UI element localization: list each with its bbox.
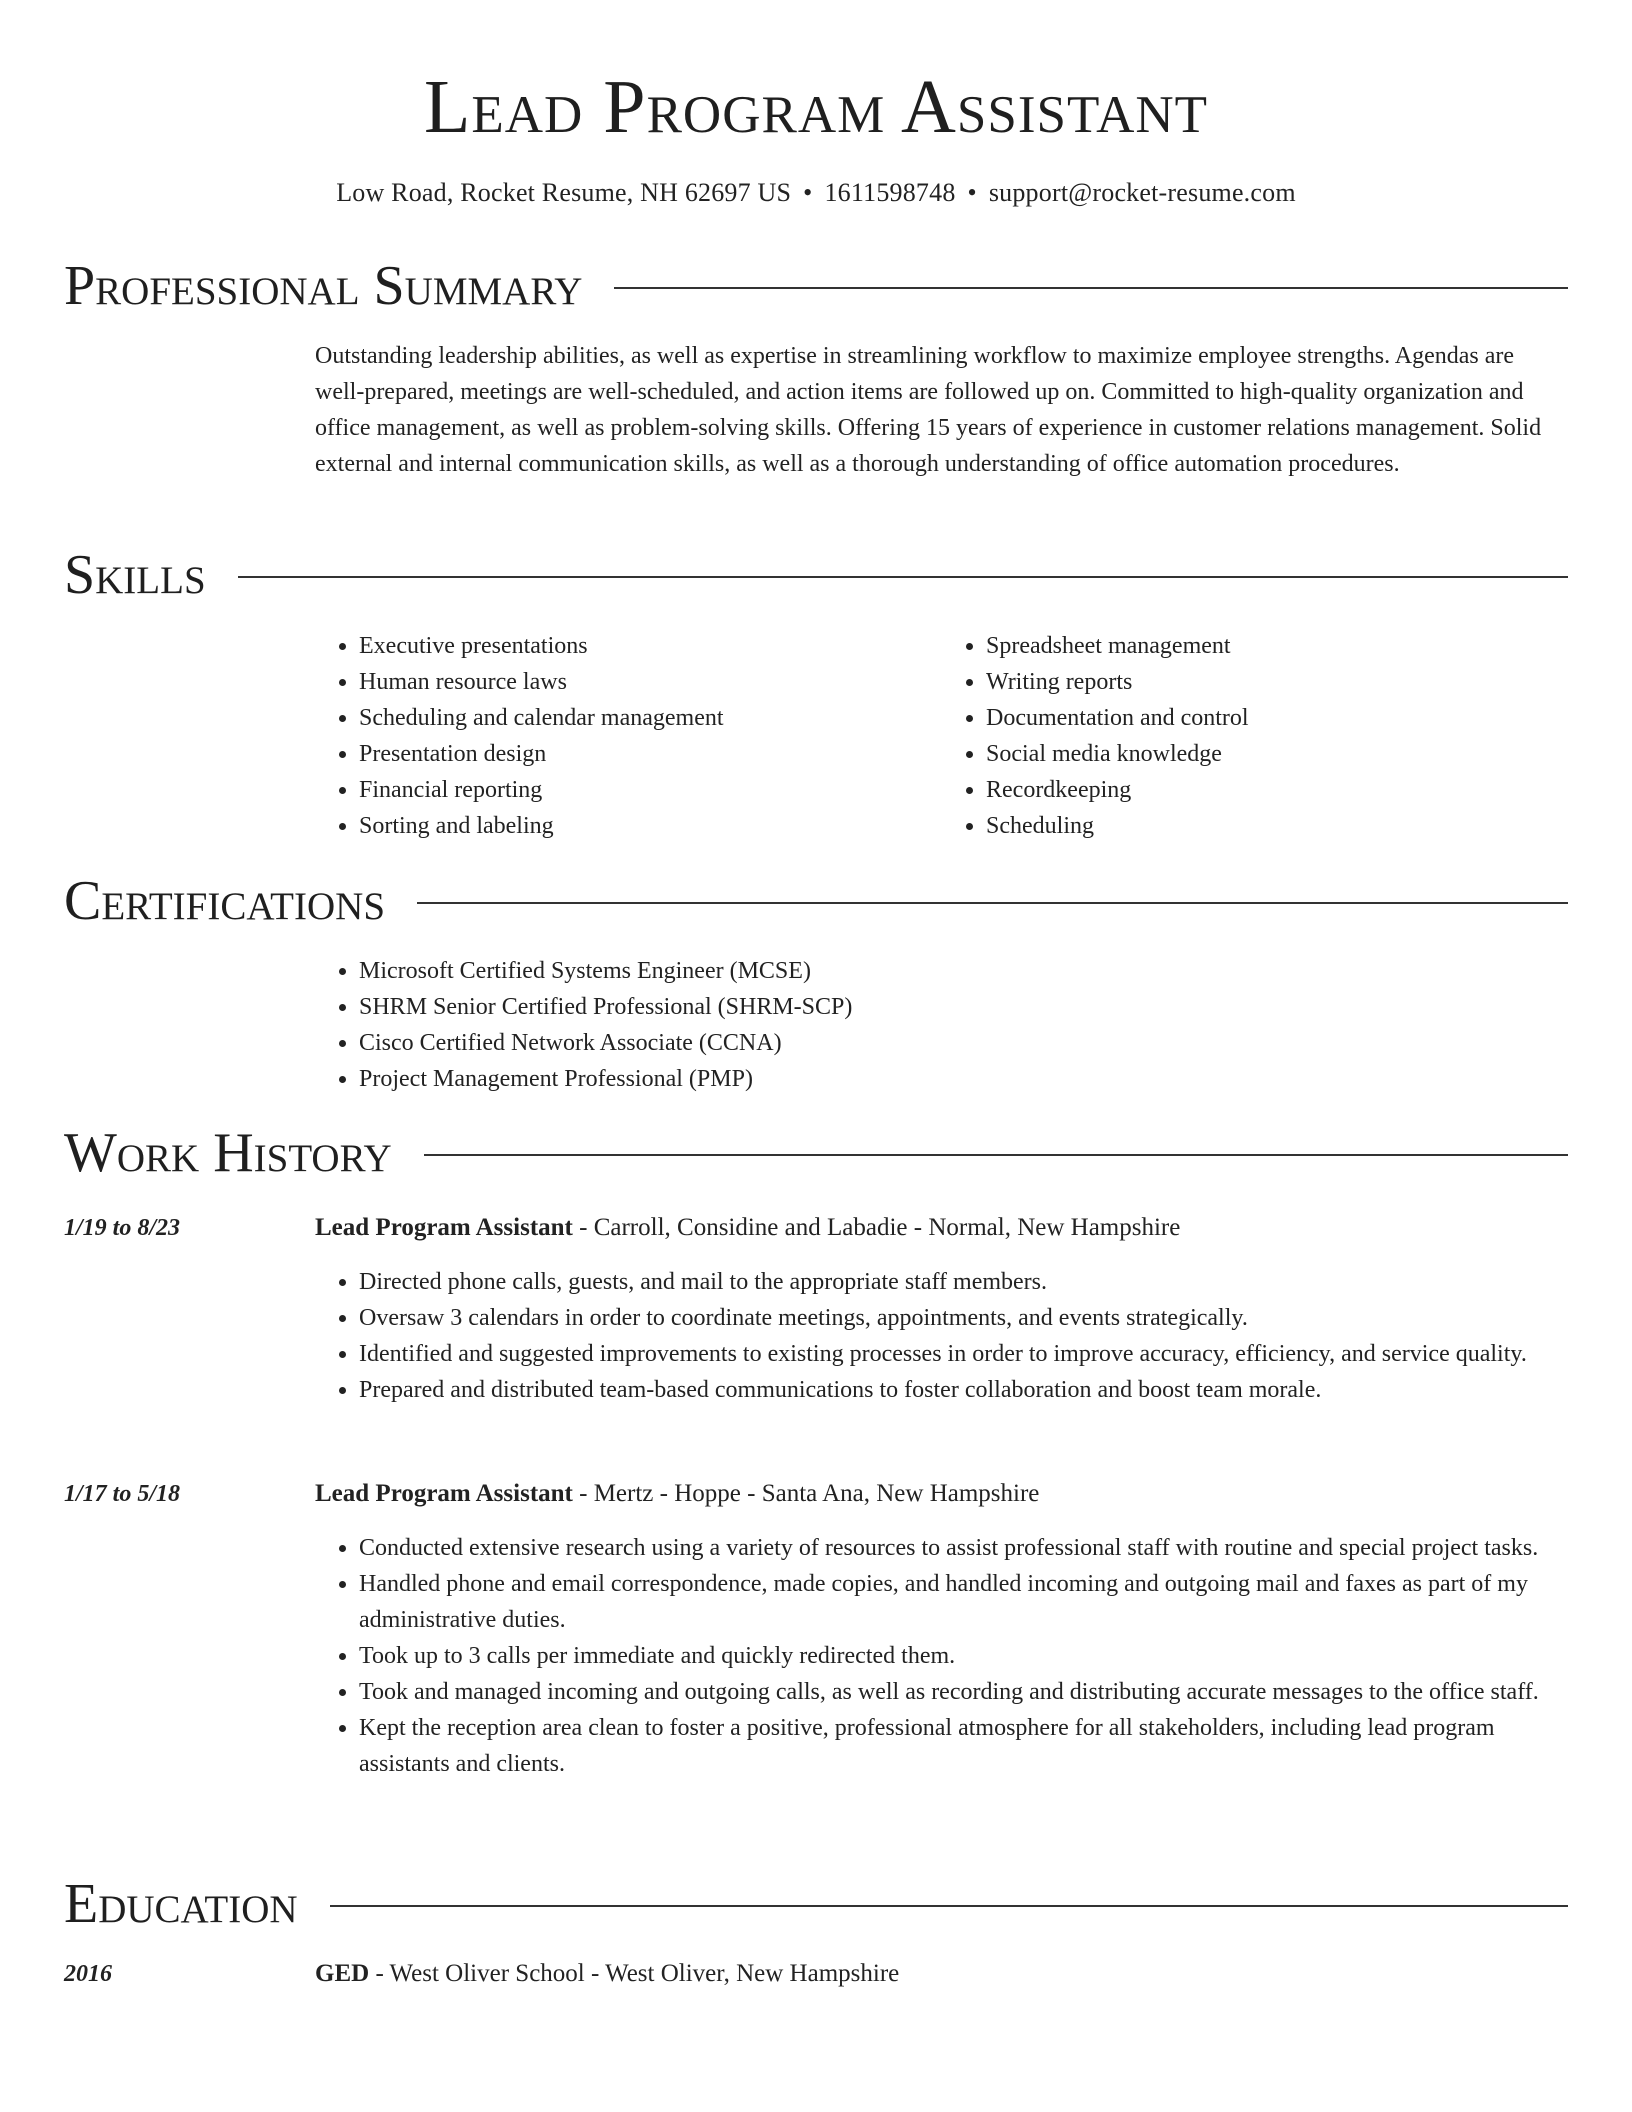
job-dates: 1/19 to 8/23 — [64, 1215, 181, 1241]
section-divider — [238, 576, 1568, 578]
list-item: • Conducted extensive research using a variety of resources to assist professional staff with routine and special project tasks. — [359, 1530, 1569, 1566]
certifications-list — [315, 953, 1569, 1097]
list-item: • Kept the reception area clean to foster a positive, professional atmosphere for all stakeholders, including lead program assistants and clients. — [359, 1710, 1569, 1782]
list-item: • Scheduling — [986, 808, 1569, 844]
list-item: • Executive presentations — [359, 628, 942, 664]
section-education — [64, 1872, 1568, 1936]
job-title: Lead Program Assistant — [315, 1480, 573, 1507]
list-item: • Presentation design — [359, 736, 942, 772]
school: - West Oliver School - West Oliver, New Hampshire — [369, 1960, 900, 1987]
list-item: • Microsoft Certified Systems Engineer (MCSE) — [359, 953, 1569, 989]
list-item: • Human resource laws — [359, 664, 942, 700]
list-item: • Oversaw 3 calendars in order to coordinate meetings, appointments, and events strategically. — [359, 1300, 1569, 1336]
job-duties-list — [315, 1264, 1569, 1408]
section-divider — [417, 902, 1568, 904]
skills-list-left — [315, 628, 942, 844]
list-item: • Project Management Professional (PMP) — [359, 1061, 1569, 1097]
list-item: • Scheduling and calendar management — [359, 700, 942, 736]
job-dates: 1/17 to 5/18 — [64, 1481, 181, 1507]
section-title: Certifications — [64, 870, 386, 932]
skills-list-right — [942, 628, 1569, 844]
job-heading — [315, 1210, 1569, 1246]
list-item: • Social media knowledge — [986, 736, 1569, 772]
education-year: 2016 — [64, 1961, 112, 1987]
skills-columns — [315, 628, 1569, 844]
job-duties-list — [315, 1530, 1569, 1782]
job-bullets — [315, 1264, 1569, 1408]
list-item: • Handled phone and email correspondence, made copies, and handled incoming and outgoing mail and faxes as part of my administrative duties. — [359, 1566, 1569, 1638]
list-item: • Took and managed incoming and outgoing calls, as well as recording and distributing accurate messages to the office staff. — [359, 1674, 1569, 1710]
section-title: Skills — [64, 544, 206, 606]
phone: 1611598748 — [824, 178, 956, 207]
section-divider — [614, 287, 1568, 289]
job-bullets — [315, 1530, 1569, 1782]
list-item: • Documentation and control — [986, 700, 1569, 736]
job-employer: - Carroll, Considine and Labadie - Normal, New Hampshire — [572, 1214, 1181, 1241]
list-item: • SHRM Senior Certified Professional (SHRM-SCP) — [359, 989, 1569, 1025]
job-heading — [315, 1476, 1569, 1512]
list-item: • Took up to 3 calls per immediate and quickly redirected them. — [359, 1638, 1569, 1674]
list-item: • Prepared and distributed team-based communications to foster collaboration and boost team morale. — [359, 1372, 1569, 1408]
section-work-history — [64, 1121, 1568, 1185]
job-title: Lead Program Assistant — [315, 1214, 573, 1241]
section-certifications — [64, 869, 1568, 933]
education-entry — [315, 1956, 1569, 1992]
section-title: Work History — [64, 1122, 392, 1184]
list-item: • Cisco Certified Network Associate (CCNA) — [359, 1025, 1569, 1061]
section-divider — [424, 1154, 1568, 1156]
candidate-name: Lead Program Assistant — [423, 65, 1209, 149]
section-divider — [330, 1905, 1568, 1907]
list-item: • Recordkeeping — [986, 772, 1569, 808]
certifications-block — [315, 953, 1569, 1097]
job-employer: - Mertz - Hoppe - Santa Ana, New Hampshire — [572, 1480, 1040, 1507]
contact-line — [0, 176, 1632, 210]
section-title: Professional Summary — [64, 255, 583, 317]
degree: GED — [315, 1960, 370, 1987]
list-item: • Writing reports — [986, 664, 1569, 700]
section-professional-summary — [64, 254, 1568, 318]
summary-text: Outstanding leadership abilities, as well as expertise in streamlining workflow to maximize employee strengths. Agendas are well-prepared, meetings are well-scheduled, and action items are followed up on. Committed to high-quality organization and office management, as well as problem-solving skills. Offering 15 years of experience in customer relations management. Solid external and internal communication skills, as well as a thorough understanding of office automation procedures. — [315, 343, 1542, 477]
list-item: • Identified and suggested improvements to existing processes in order to improve accuracy, efficiency, and service quality. — [359, 1336, 1569, 1372]
list-item: • Financial reporting — [359, 772, 942, 808]
separator: • — [803, 178, 813, 207]
address: Low Road, Rocket Resume, NH 62697 US — [336, 178, 792, 207]
section-title: Education — [64, 1873, 298, 1935]
section-skills — [64, 543, 1568, 607]
list-item: • Sorting and labeling — [359, 808, 942, 844]
email: support@rocket-resume.com — [988, 178, 1296, 207]
separator: • — [967, 178, 977, 207]
list-item: • Directed phone calls, guests, and mail to the appropriate staff members. — [359, 1264, 1569, 1300]
list-item: • Spreadsheet management — [986, 628, 1569, 664]
